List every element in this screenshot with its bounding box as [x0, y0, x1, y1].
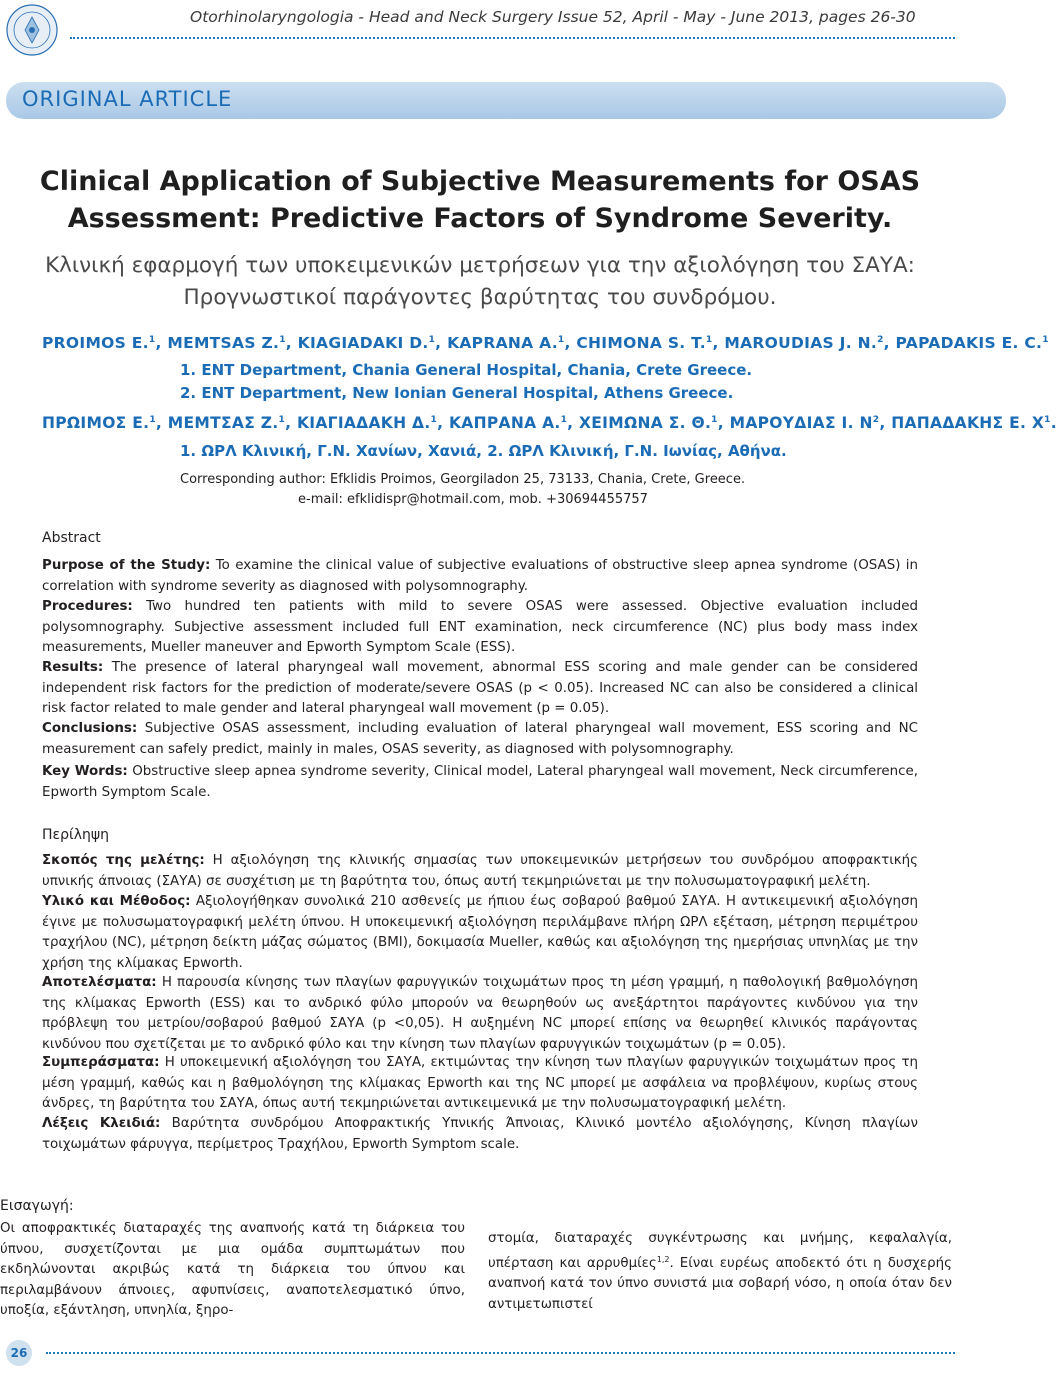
greek-author-2: ΚΙΑΓΙΑΔΑΚΗ Δ.$^1$, — [296, 414, 449, 432]
perilipsi-apotelesmata: Αποτελέσματα: Η παρουσία κίνησης των πλαγίων φαρυγγικών τοιχωμάτων προς τη μέση γραμμή, η παθολογική βαθμολόγηση της κλίμακας Epworth (ESS) και το ανδρικό φύλο μπορούν να θεωρηθούν ως ανεξάρτητοι παράγοντες κινδύνου για την πρόβλεψη του μετρίου/σοβαρού βαθμού ΣΑΥΑ (p <0,05). Η αυξημένη NC μπορεί επίσης να θεωρηθεί κλινικός παράγοντας κινδύνου που σχετίζεται με το ανδρικό φύλο και την κίνηση των πλαγίων φαρυγγικών τοιχωμάτων (p = 0.05). — [42, 975, 918, 1052]
title-line-1: Clinical Application of Subjective Measurements for OSAS — [39, 166, 921, 197]
affiliation-1: 1. ENT Department, Chania General Hospital, Chania, Crete Greece. — [180, 361, 753, 379]
abstract-keywords: Key Words: Obstructive sleep apnea syndrome severity, Clinical model, Lateral pharyngeal wall movement, Neck circumference, Epworth Symptom Scale. — [42, 764, 918, 800]
greek-title-line-2: Προγνωστικοί παράγοντες βαρύτητας του συνδρόμου. — [183, 285, 777, 310]
abstract-results: Results: The presence of lateral pharyngeal wall movement, abnormal ESS scoring and male gender can be considered independent risk factors for the prediction of moderate/severe OSAS (p < 0.05). Increased NC can also be considered a clinical risk factor related to male gender and lateral pharyngeal wall movement (p = 0.05). — [42, 660, 918, 716]
footer-divider — [46, 1352, 955, 1354]
greek-author-5: ΜΑΡΟΥΔΙΑΣ Ι. $N^2$, — [729, 414, 892, 432]
affiliations-greek: 1. ΩΡΛ Κλινική, Γ.Ν. Χανίων, Χανιά, 2. ΩΡΛ Κλινική, Γ.Ν. Ιωνίας, Αθήνα. — [180, 442, 787, 460]
english-author-3: KAPRANA A.$^1$, — [447, 334, 577, 352]
abstract-purpose: Purpose of the Study: To examine the clinical value of subjective evaluations of obstructive sleep apnea syndrome (OSAS) in correlation with syndrome severity as diagnosed with polysomnography. — [42, 558, 919, 594]
journal-header: Otorhinolaryngologia - Head and Neck Surgery Issue 52, April - May - June 2013, pages 26-30 — [190, 8, 916, 26]
abstract-procedures: Procedures: Two hundred ten patients with mild to severe OSAS were assessed. Objective evaluation included polysomnography. Subjective assessment included full ENT examination, neck circumference (NC) plus body mass index measurements, Mueller maneuver and Epworth Symptom Scale (ESS). — [42, 599, 918, 655]
introduction-heading: Εισαγωγή: — [0, 1198, 74, 1214]
article-type-banner — [0, 82, 960, 119]
corresponding-contact: e-mail: efklidispr@hotmail.com, mob. +30694455757 — [298, 492, 648, 507]
greek-author-1: ΜΕΜΤΣΑΣ Ζ.$^1$, — [167, 414, 297, 432]
greek-author-6: ΠΑΠΑΔΑΚΗΣ Ε. $X^1$. — [891, 414, 1057, 432]
greek-title-line-1: Κλινική εφαρμογή των υποκειμενικών μετρήσεων για την αξιολόγηση του ΣΑΥΑ: — [45, 253, 915, 278]
authors-english — [42, 334, 1049, 352]
society-seal-icon — [6, 4, 58, 56]
abstract-conclusions: Conclusions: Subjective OSAS assessment, including evaluation of lateral pharyngeal wall movement, ESS scoring and NC measurement can safely predict, mainly in males, OSAS severity, as diagnosed with polysomnography. — [42, 721, 918, 757]
introduction-right-column: στομία, διαταραχές συγκέντρωσης και μνήμης, κεφαλαλγία, υπέρταση και αρρυθμίες$^{1,2}$. Είναι ευρέως αποδεκτό ότι η δυσχερής αναπνοή κατά τον ύπνο συνιστά μια σοβαρή νόσο, η οποία όταν δεν αντιμετωπιστεί — [488, 1231, 952, 1312]
perilipsi-lexeis: Λέξεις Κλειδιά: Βαρύτητα συνδρόμου Αποφρακτικής Υπνικής Άπνοιας, Κλινικό μοντέλο αξιολόγησης, Κίνηση πλαγίων τοιχωμάτων φάρυγγα, περίμετρος Τραχήλου, Epworth Symptom scale. — [42, 1116, 918, 1152]
corresponding-author: Corresponding author: Efklidis Proimos, Georgiladon 25, 73133, Chania, Crete, Greece. — [180, 472, 746, 487]
greek-author-0: ΠΡΩΙΜΟΣ Ε.$^1$, — [42, 414, 168, 432]
english-author-2: KIAGIADAKI D.$^1$, — [297, 334, 448, 352]
article-type: ORIGINAL ARTICLE — [22, 87, 233, 111]
english-author-4: CHIMONA S. T.$^1$, — [576, 334, 725, 352]
english-author-6: PAPADAKIS E. C.$^1$ — [895, 334, 1049, 352]
authors-greek — [42, 414, 1057, 432]
page-number: 26 — [6, 1340, 32, 1366]
perilipsi-skopos: Σκοπός της μελέτης: Η αξιολόγηση της κλινικής σημασίας των υποκειμενικών μετρήσεων του συνδρόμου αποφρακτικής υπνικής άπνοιας (ΣΑΥΑ) σε συσχέτιση με τη βαρύτητα του, όπως αυτή τεκμηριώνεται με την πολυσωματογραφική μελέτη. — [42, 853, 918, 889]
perilipsi-symperasmata: Συμπεράσματα: Η υποκειμενική αξιολόγηση του ΣΑΥΑ, εκτιμώντας την κίνηση των πλαγίων φαρυγγικών τοιχωμάτων προς τη μέση γραμμή, καθώς και η βαθμολόγηση της κλίμακας Epworth και της NC μπορεί με ασφάλεια να προβλέψουν, κυρίως στους άνδρες, τη βαρύτητα του ΣΑΥΑ, όπως αυτή τεκμηριώνεται αντικειμενικά με την πολυσωματογραφική μελέτη. — [42, 1055, 918, 1111]
perilipsi-yliko: Υλικό και Μέθοδος: Αξιολογήθηκαν συνολικά 210 ασθενείς με ήπιου έως σοβαρού βαθμού ΣΑΥΑ. Η αντικειμενική αξιολόγηση έγινε με πολυσωματογραφική μελέτη ύπνου. Η υποκειμενική αξιολόγηση περιλάμβανε πλήρη ΩΡΛ εξέταση, μέτρηση περιμέτρου τραχήλου (NC), μέτρηση δείκτη μάζας σώματος (BMI), δοκιμασία Mueller, καθώς και αξιολόγηση της ημερήσιας υπνηλίας με την χρήση της κλίμακας Epworth. — [42, 894, 918, 971]
perilipsi-heading: Περίληψη — [42, 827, 109, 843]
affiliation-2: 2. ENT Department, New Ionian General Hospital, Athens Greece. — [180, 384, 734, 402]
header-divider — [70, 37, 955, 39]
abstract-heading: Abstract — [42, 530, 101, 546]
english-author-0: PROIMOS E.$^1$, — [42, 334, 168, 352]
english-author-5: MAROUDIAS J. N.$^2$, — [724, 334, 896, 352]
greek-author-4: ΧΕΙΜΩΝΑ Σ. Θ.$^1$, — [579, 414, 730, 432]
introduction-left-column: Οι αποφρακτικές διαταραχές της αναπνοής κατά τη διάρκεια του ύπνου, συσχετίζονται με μια ομάδα συμπτωμάτων που εκδηλώνονται ακριβώς κατά τη διάρκεια του ύπνου και περιλαμβάνουν άπνοιες, αφυπνίσεις, αναποτελεσματικό ύπνο, υποξία, εξάντληση, υπνηλία, ξηρο- — [0, 1221, 465, 1318]
title-line-2: Assessment: Predictive Factors of Syndrome Severity. — [67, 203, 893, 234]
greek-author-3: ΚΑΠΡΑΝΑ Α.$^1$, — [449, 414, 580, 432]
english-author-1: MEMTSAS Z.$^1$, — [167, 334, 298, 352]
